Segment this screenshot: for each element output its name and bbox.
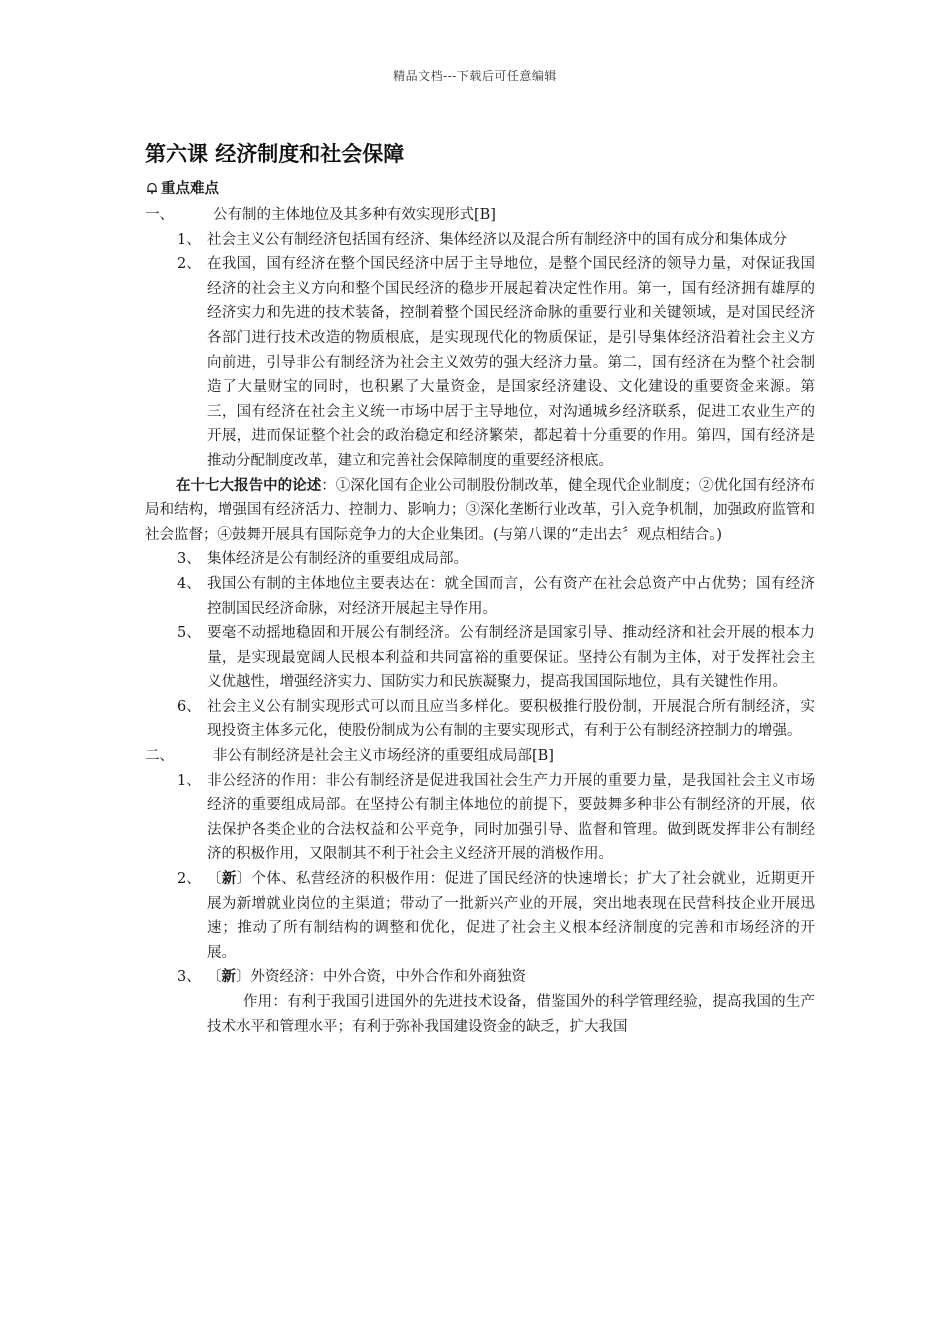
item-number: 1、	[177, 231, 201, 248]
section-number: 一、	[145, 207, 174, 223]
list-item	[145, 572, 815, 621]
item-text: 集体经济是公有制经济的重要组成局部。	[207, 551, 468, 568]
list-item	[145, 252, 815, 473]
item-number: 2、	[177, 871, 201, 888]
subheading-text: 重点难点	[161, 181, 219, 197]
item-text: 社会主义公有制实现形式可以而且应当多样化。要积极推行股份制，开展混合所有制经济，实现投资主体多元化，使股份制成为公有制的主要实现形式，有利于公有制经济控制力的增强。	[207, 698, 815, 740]
section-title: 非公有制经济是社会主义市场经济的重要组成局部[B]	[213, 748, 554, 765]
item-text: 在我国，国有经济在整个国民经济中居于主导地位，是整个国民经济的领导力量，对保证我国经济的社会主义方向和整个国民经济的稳步开展起着决定性作用。第一，国有经济拥有雄厚的经济实力和先进的技术装备，控制着整个国民经济命脉的重要行业和关键领域，是对国民经济各部门进行技术改造的物质根底，是实现现代化的物质保证，是引导集体经济沿着社会主义方向前进，引导非公有制经济为社会主义效劳的强大经济力量。第二，国有经济在为整个社会制造了大量财宝的同时，也积累了大量资金，是国家经济建设、文化建设的重要资金来源。第三，国有经济在社会主义统一市场中居于主导地位，对沟通城乡经济联系，促进工农业生产的开展，进而保证整个社会的政治稳定和经济繁荣，都起着十分重要的作用。第四，国有经济是推动分配制度改革，建立和完善社会保障制度的重要经济根底。	[207, 256, 815, 469]
page-title: 第六课 经济制度和社会保障	[145, 142, 405, 166]
list-item	[145, 621, 815, 695]
item-text: 我国公有制的主体地位主要表达在：就全国而言，公有资产在社会总资产中占优势；国有经济控制国民经济命脉，对经济开展起主导作用。	[207, 575, 815, 617]
item-text: 〔新〕外资经济：中外合资，中外合作和外商独资	[207, 969, 526, 986]
item-number: 1、	[177, 772, 201, 789]
item-number: 3、	[177, 969, 201, 986]
item-number: 4、	[177, 575, 201, 592]
section-heading	[145, 744, 815, 769]
item-text: 〔新〕个体、私营经济的积极作用：促进了国民经济的快速增长；扩大了社会就业，近期更开展为新增就业岗位的主渠道；带动了一批新兴产业的开展，突出地表现在民营科技企业开展迅速；推动了所有制结构的调整和优化，促进了社会主义根本经济制度的完善和市场经济的开展。	[207, 871, 816, 961]
section-heading	[145, 203, 815, 228]
subheading	[145, 177, 219, 198]
document-body	[145, 203, 815, 1039]
list-item	[145, 769, 815, 867]
item-text: 要毫不动摇地稳固和开展公有制经济。公有制经济是国家引导、推动经济和社会开展的根本力量，是实现最宽阔人民根本利益和共同富裕的重要保证。坚持公有制为主体，对于发挥社会主义优越性，增强经济实力、国防实力和民族凝聚力，提高我国国际地位，具有关键性作用。	[207, 625, 815, 691]
list-item	[145, 965, 815, 990]
foreign-role-paragraph: 作用：有利于我国引进国外的先进技术设备，借鉴国外的科学管理经验，提高我国的生产技术水平和管理水平；有利于弥补我国建设资金的缺乏，扩大我国	[207, 994, 815, 1035]
item-number: 5、	[177, 625, 201, 642]
item-text: 非公经济的作用：非公有制经济是促进我国社会生产力开展的重要力量，是我国社会主义市场经济的重要组成局部。在坚持公有制主体地位的前提下，要鼓舞多种非公有制经济的开展，依法保护各类企业的合法权益和公平竞争，同时加强引导、监督和管理。做到既发挥非公有制经济的积极作用，又限制其不利于社会主义经济开展的消极作用。	[207, 772, 815, 863]
report-paragraph	[145, 474, 815, 548]
page-watermark: 精品文档---下载后可任意编辑	[393, 69, 557, 83]
section-title: 公有制的主体地位及其多种有效实现形式[B]	[213, 207, 496, 223]
bell-icon	[145, 181, 159, 195]
list-item	[145, 867, 815, 965]
list-item	[145, 228, 815, 253]
item-number: 3、	[177, 551, 201, 568]
list-item	[145, 695, 815, 744]
list-item	[145, 547, 815, 572]
new-tag: 新	[221, 969, 236, 986]
item-number: 6、	[177, 698, 201, 715]
report-label: 在十七大报告中的论述	[176, 477, 322, 494]
new-tag: 新	[221, 871, 237, 888]
item-number: 2、	[177, 256, 201, 273]
section-number: 二、	[145, 748, 174, 765]
report-text: ：①深化国有企业公司制股份制改革，健全现代企业制度；②优化国有经济布局和结构，增强国有经济活力、控制力、影响力；③深化垄断行业改革，引入竞争机制，加强政府监管和社会监督；④鼓舞开展具有国际竞争力的大企业集团。(与第八课的“走出去〞观点相结合。)	[145, 477, 815, 543]
item-text: 社会主义公有制经济包括国有经济、集体经济以及混合所有制经济中的国有成分和集体成分	[207, 231, 787, 248]
